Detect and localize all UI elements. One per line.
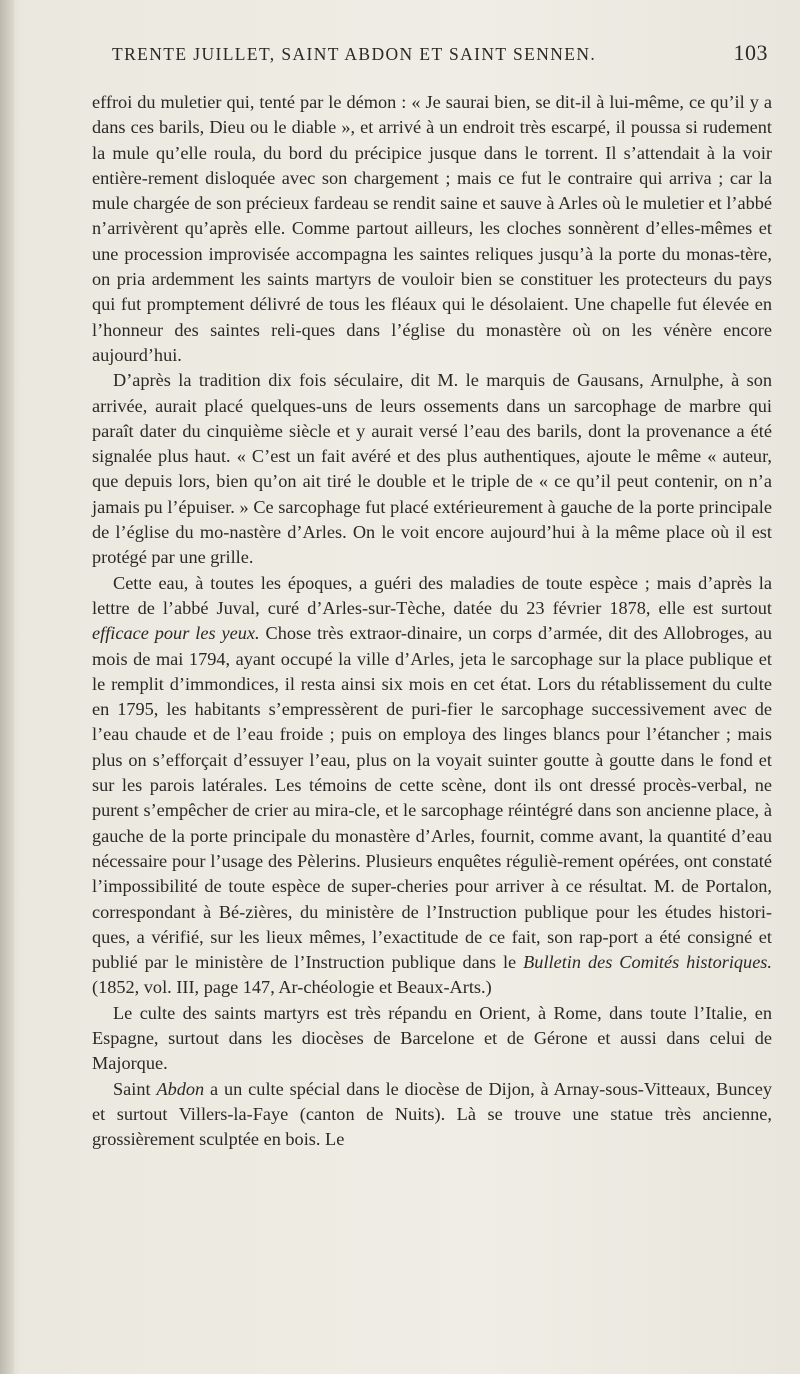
paragraph-text: Cette eau, à toutes les époques, a guéri des maladies de toute espèce ; mais d’après la lettre de l’abbé Juval, curé d’Arles-sur-Tèche, datée du 23 février 1878, elle est surtout xyxy=(92,572,772,618)
paragraph-1 xyxy=(92,90,772,368)
page-header xyxy=(112,40,768,70)
page-number: 103 xyxy=(733,40,768,65)
paragraph-2 xyxy=(92,368,772,570)
paragraph-text: effroi du muletier qui, tenté par le démon : « Je saurai bien, se dit-il à lui-même, ce qu’il y a dans ces barils, Dieu ou le diable », et arrivé à un endroit très escarpé, il poussa si rudement la mule qu’elle roula, du bord du précipice jusque dans le torrent. Il s’attendait à la voir entière-rement disloquée avec son chargement ; mais ce fut le contraire qui arriva ; car la mule chargée de son précieux fardeau se rendit saine et sauve à Arles où le muletier et l’abbé n’arrivèrent qu’après elle. Comme partout ailleurs, les cloches sonnèrent d’elles-mêmes et une procession improvisée accompagna les saintes reliques jusqu’à la porte du monas-tère, on pria ardemment les saints martyrs de vouloir bien se constituer les protecteurs du pays qui fut promptement délivré de tous les fléaux qui le désolaient. Une chapelle fut élevée en l’honneur des saintes reli-ques dans l’église du monastère où on les vénère encore aujourd’hui. xyxy=(92,92,772,365)
body-text xyxy=(92,90,772,1152)
running-title: TRENTE JUILLET, SAINT ABDON ET SAINT SENNEN. xyxy=(112,44,597,64)
page-gutter xyxy=(0,0,14,1374)
paragraph-text: Saint xyxy=(113,1078,157,1099)
publication-title: Bulletin des Comités historiques. xyxy=(523,952,772,973)
paragraph-text: Le culte des saints martyrs est très répandu en Orient, à Rome, dans toute l’Italie, en Espagne, surtout dans les diocèses de Barcelone et de Gérone et aussi dans celui de Majorque. xyxy=(92,1002,772,1074)
paragraph-text: Chose très extraor-dinaire, un corps d’armée, dit des Allobroges, au mois de mai 1794, ayant occupé la ville d’Arles, jeta le sarcophage sur la place publique et le remplit d’immondices, il resta ainsi six mois en cet état. Lors du rétablissement du culte en 1795, les habitants s’empressèrent de puri-fier le sarcophage successivement avec de l’eau chaude et de l’eau froide ; puis on employa des linges blancs pour l’étancher ; mais plus on s’efforçait d’essuyer l’eau, plus on la voyait suinter goutte à goutte dans le fond et sur les parois latérales. Les témoins de cette scène, dont ils ont dressé procès-verbal, ne purent s’empêcher de crier au mira-cle, et le sarcophage réintégré dans son ancienne place, à gauche de la porte principale du monastère d’Arles, fournit, comme avant, la quantité d’eau nécessaire pour l’usage des Pèlerins. Plusieurs enquêtes réguliè-rement opérées, ont constaté l’impossibilité de toute espèce de super-cheries pour arriver à ce résultat. M. de Portalon, correspondant à Bé-zières, du ministère de l’Instruction publique pour les études histori-ques, a vérifié, sur les lieux mêmes, l’exactitude de ce fait, son rap-port a été consigné et publié par le ministère de l’Instruction publique dans le xyxy=(92,623,772,973)
paragraph-text: (1852, vol. III, page 147, Ar-chéologie et Beaux-Arts.) xyxy=(92,977,492,998)
paragraph-4 xyxy=(92,1001,772,1077)
paragraph-3 xyxy=(92,571,772,1001)
saint-name: Abdon xyxy=(156,1078,205,1099)
paragraph-text: D’après la tradition dix fois séculaire, dit M. le marquis de Gausans, Arnulphe, à son arrivée, aurait placé quelques-uns de leurs ossements dans un sarcophage de marbre qui paraît dater du cinquième siècle et y aurait versé l’eau des barils, dont la provenance a été signalée plus haut. « C’est un fait avéré et des plus authentiques, ajoute le même « auteur, que depuis lors, bien qu’on ait tiré le double et le triple de « ce qu’il peut contenir, on n’a jamais pu l’épuiser. » Ce sarcophage fut placé extérieurement à gauche de la porte principale de l’église du mo-nastère d’Arles. On le voit encore aujourd’hui à la même place où il est protégé par une grille. xyxy=(92,370,772,568)
paragraph-5 xyxy=(92,1077,772,1153)
paragraph-text: a un culte spécial dans le diocèse de Dijon, à Arnay-sous-Vitteaux, Buncey et surtout Villers-la-Faye (canton de Nuits). Là se trouve une statue très ancienne, grossièrement sculptée en bois. Le xyxy=(92,1078,772,1150)
italic-phrase: efficace pour les yeux. xyxy=(92,623,260,644)
